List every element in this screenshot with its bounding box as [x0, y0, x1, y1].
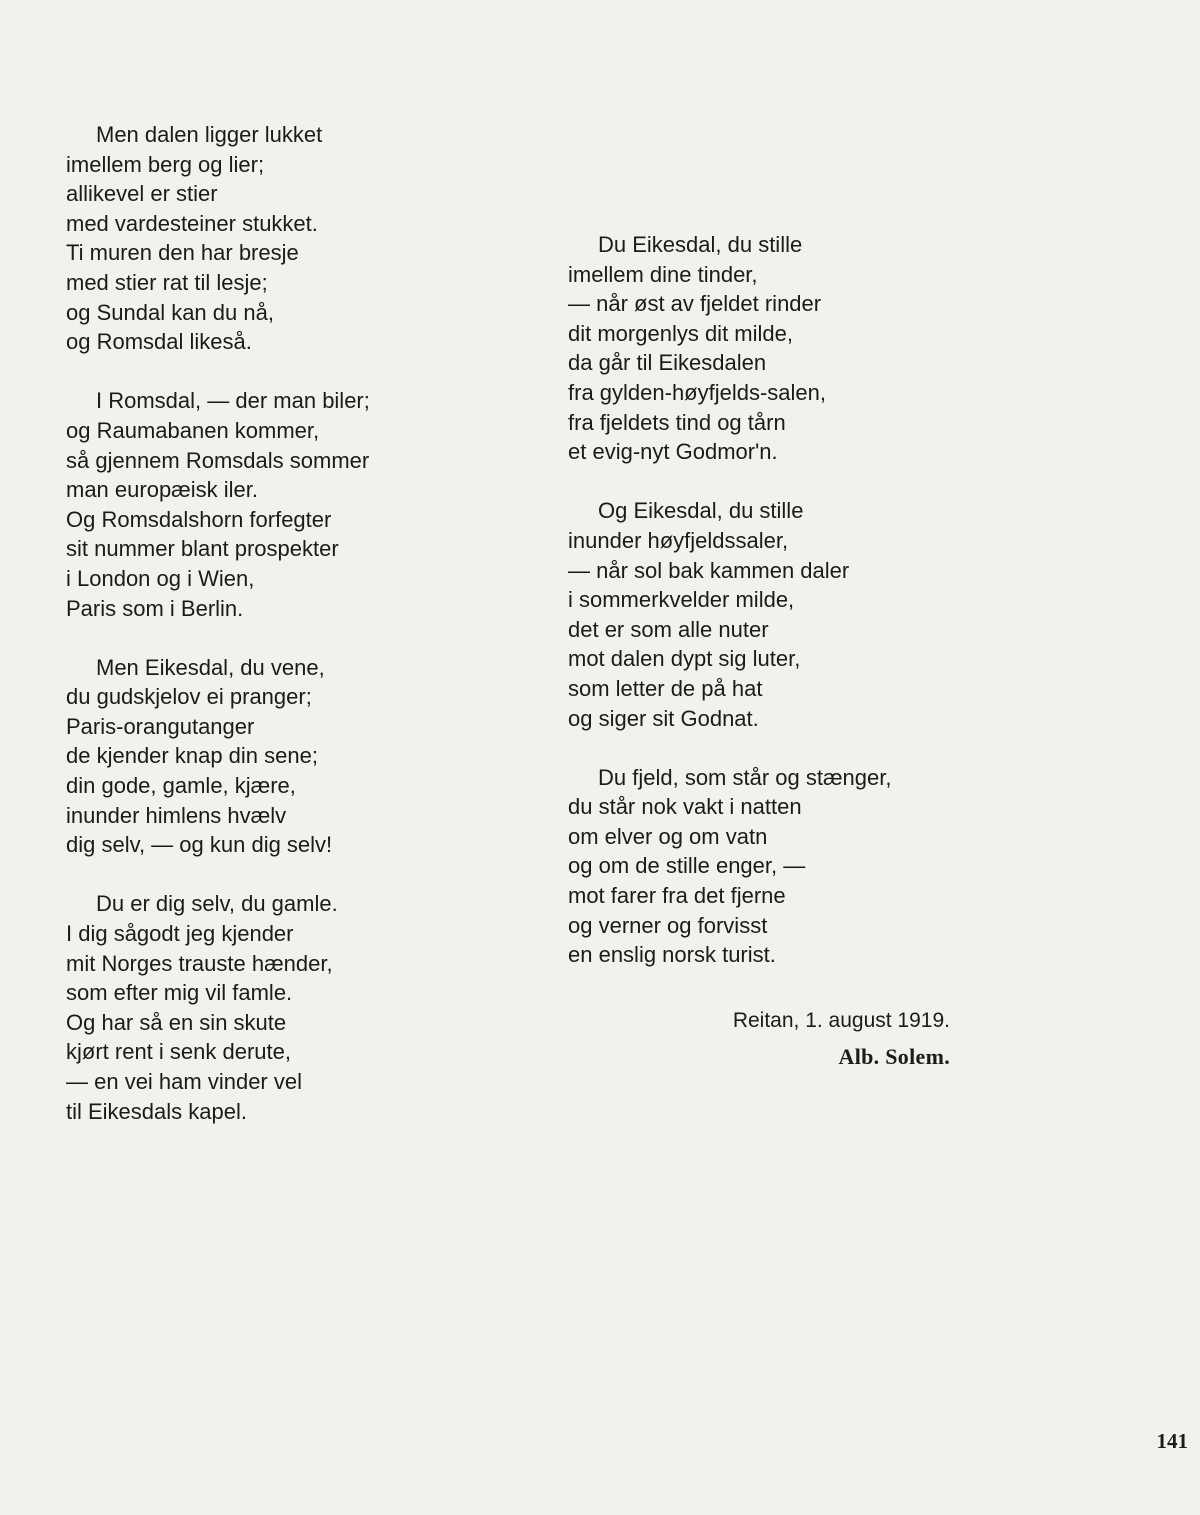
poem-line: en enslig norsk turist.	[568, 942, 776, 968]
poem-line: mot farer fra det fjerne	[568, 883, 786, 909]
poem-line: Du fjeld, som står og stænger,	[598, 764, 892, 790]
poem-line: — en vei ham vinder vel	[66, 1069, 302, 1094]
poem-line: fra fjeldets tind og tårn	[568, 409, 786, 435]
poem-stanza	[66, 653, 506, 860]
poem-stanza	[568, 496, 998, 733]
poem-line: de kjender knap din sene;	[66, 743, 318, 769]
poem-line: så gjennem Romsdals sommer	[66, 447, 370, 473]
poem-line: og Sundal kan du nå,	[66, 299, 274, 325]
poem-line: mit Norges trauste hænder,	[66, 950, 333, 976]
poem-line: til Eikesdals kapel.	[66, 1098, 247, 1124]
poem-line: det er som alle nuter	[568, 616, 769, 642]
poem-line: og Romsdal likeså.	[66, 329, 252, 355]
poem-line: — når sol bak kammen daler	[568, 557, 850, 583]
poem-stanza	[568, 763, 998, 970]
poem-line: som letter de på hat	[568, 675, 763, 701]
poem-stanza	[66, 120, 506, 357]
poem-line: Ti muren den har bresje	[66, 240, 299, 266]
poem-line: Men Eikesdal, du vene,	[96, 654, 325, 680]
poem-stanza	[568, 230, 998, 467]
poem-line: imellem berg og lier;	[66, 151, 265, 177]
poem-stanza	[66, 386, 506, 623]
poem-line: i London og i Wien,	[66, 565, 255, 591]
poem-line: Paris som i Berlin.	[66, 595, 244, 621]
poem-line: om elver og om vatn	[568, 823, 768, 849]
poem-line: du gudskjelov ei pranger;	[66, 684, 312, 710]
poem-line: som efter mig vil famle.	[66, 980, 293, 1006]
poem-line: inunder høyfjeldssaler,	[568, 527, 789, 553]
poem-line: og verner og forvisst	[568, 912, 768, 938]
poem-line: med vardesteiner stukket.	[66, 210, 318, 236]
poem-line: — når øst av fjeldet rinder	[568, 291, 822, 317]
poem-line: og om de stille enger, —	[568, 853, 806, 879]
poem-line: I Romsdal, — der man biler;	[96, 388, 370, 414]
poem-line: kjørt rent i senk derute,	[66, 1039, 291, 1065]
poem-line: Og Romsdalshorn forfegter	[66, 506, 332, 532]
poem-line: dig selv, — og kun dig selv!	[66, 832, 333, 858]
poem-right-column	[568, 230, 998, 999]
poem-line: Du er dig selv, du gamle.	[96, 891, 338, 917]
poem-line: din gode, gamle, kjære,	[66, 773, 296, 799]
poem-line: allikevel er stier	[66, 181, 218, 207]
poem-line: da går til Eikesdalen	[568, 350, 767, 376]
poem-line: Paris-orangutanger	[66, 713, 255, 739]
poem-line: og Raumabanen kommer,	[66, 417, 320, 443]
poem-line: mot dalen dypt sig luter,	[568, 646, 801, 672]
poem-line: Og har så en sin skute	[66, 1009, 287, 1035]
poem-line: et evig-nyt Godmor'n.	[568, 439, 778, 465]
poem-stanza	[66, 889, 506, 1126]
poem-line: Og Eikesdal, du stille	[598, 498, 804, 524]
poem-line: sit nummer blant prospekter	[66, 536, 339, 562]
poem-line: dit morgenlys dit milde,	[568, 320, 793, 346]
poem-line: du står nok vakt i natten	[568, 794, 802, 820]
poem-line: inunder himlens hvælv	[66, 802, 287, 828]
poem-line: Men dalen ligger lukket	[96, 122, 323, 147]
poem-line: Du Eikesdal, du stille	[598, 232, 803, 257]
poem-line: i sommerkvelder milde,	[568, 587, 795, 613]
poem-line: man europæisk iler.	[66, 477, 258, 503]
place-date: Reitan, 1. august 1919.	[732, 1009, 950, 1032]
page-number: 141	[1156, 1429, 1188, 1453]
poem-line: imellem dine tinder,	[568, 261, 758, 287]
author-signature: Alb. Solem.	[838, 1044, 950, 1069]
poem-line: fra gylden-høyfjelds-salen,	[568, 379, 827, 405]
poem-line: I dig sågodt jeg kjender	[66, 921, 294, 947]
poem-line: med stier rat til lesje;	[66, 269, 268, 295]
poem-left-column	[66, 120, 506, 1156]
poem-line: og siger sit Godnat.	[568, 705, 759, 731]
